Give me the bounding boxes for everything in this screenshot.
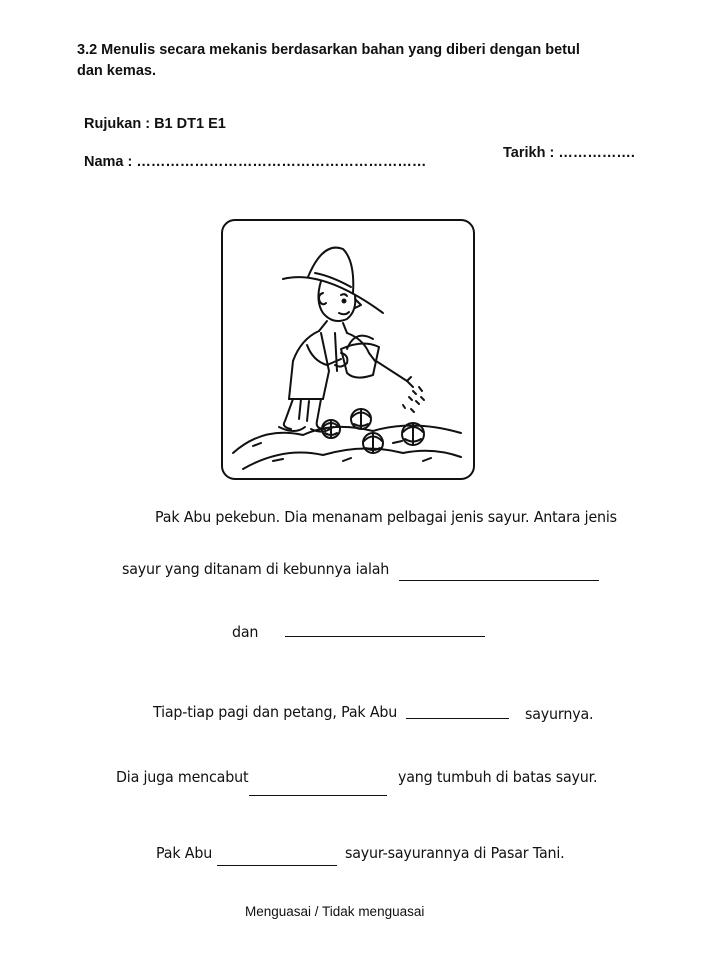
name-field: Nama : …………………………………………………… xyxy=(84,154,427,170)
passage-line-2: sayur yang ditanam di kebunnya ialah xyxy=(122,560,390,578)
section-heading xyxy=(77,40,697,82)
passage-line-1: Pak Abu pekebun. Dia menanam pelbagai jenis sayur. Antara jenis xyxy=(155,508,617,526)
answer-blank-3[interactable] xyxy=(406,718,509,719)
passage-line-5-start: Dia juga mencabut xyxy=(116,768,249,786)
answer-blank-2[interactable] xyxy=(285,636,485,637)
passage-line-3: dan xyxy=(232,623,259,641)
passage-line-5-end: yang tumbuh di batas sayur. xyxy=(398,768,598,786)
reference-code: Rujukan : B1 DT1 E1 xyxy=(84,116,226,132)
answer-blank-1[interactable] xyxy=(399,580,599,581)
answer-blank-5[interactable] xyxy=(217,865,337,866)
heading-line-2: dan kemas. xyxy=(77,63,156,79)
passage-line-4-end: sayurnya. xyxy=(525,705,594,723)
date-field: Tarikh : ……………. xyxy=(503,145,635,161)
passage-line-4-start: Tiap-tiap pagi dan petang, Pak Abu xyxy=(153,703,398,721)
passage-line-6-end: sayur-sayurannya di Pasar Tani. xyxy=(345,844,565,862)
assessment-status: Menguasai / Tidak menguasai xyxy=(245,904,425,919)
answer-blank-4[interactable] xyxy=(249,795,387,796)
passage-line-6-start: Pak Abu xyxy=(156,844,213,862)
heading-line-1: 3.2 Menulis secara mekanis berdasarkan bahan yang diberi dengan betul xyxy=(77,42,580,58)
farmer-watering-vegetables-illustration xyxy=(223,221,473,478)
worksheet-picture xyxy=(221,219,475,480)
